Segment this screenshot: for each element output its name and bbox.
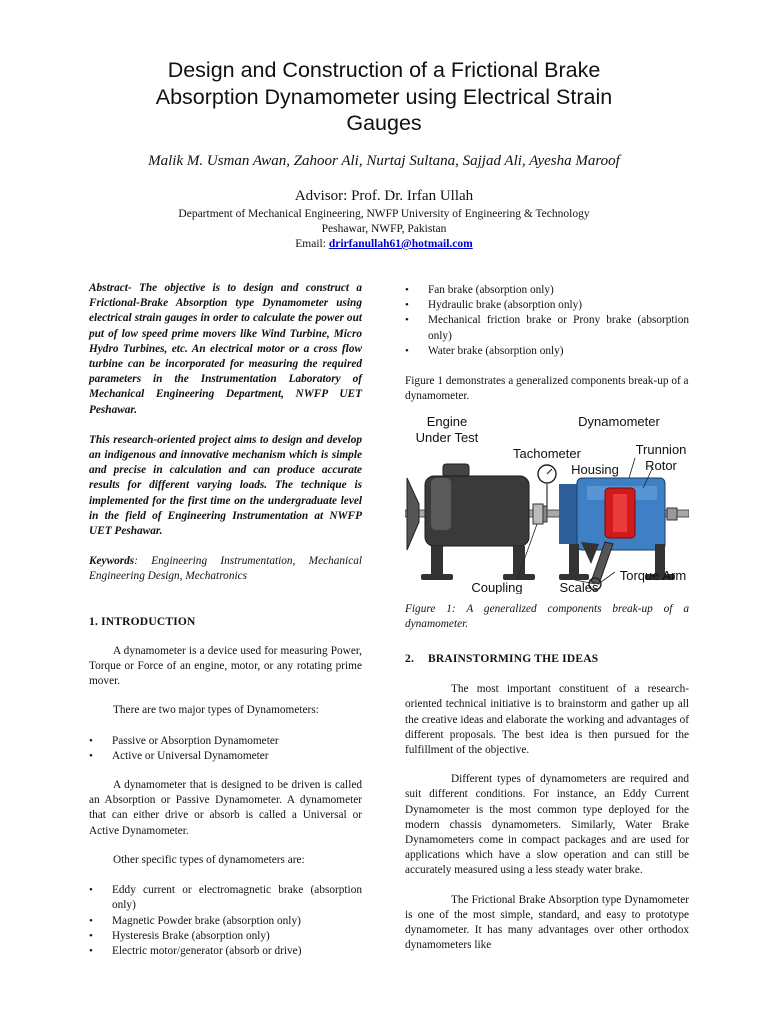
title-line: Design and Construction of a Frictional Brake	[167, 58, 601, 82]
left-column	[89, 281, 362, 959]
label-dynamometer: Dynamometer	[578, 414, 660, 430]
section-2-heading	[405, 652, 689, 667]
more-types-list	[405, 283, 689, 359]
keywords-text: : Engineering Instrumentation, Mechanical Engineering Design, Mechatronics	[89, 555, 362, 583]
brainstorm-paragraph-2: Different types of dynamometers are required and suit different conditions. For instance, an Eddy Current Dynamometer is the most common type deployed for the modern chassis dynamometers. Similarly, Water Brake Dynamometers come in compact packages and are used for applications which have a slow operation and can still be accurately measured using a less steady water brake.	[405, 773, 689, 877]
abstract-paragraph-2: This research-oriented project aims to design and develop an indigenous and innovative mechanism which is simple and precise in calculation and can produce accurate results for different varying loads. The technique is implemented for the first time on the undergraduate level in the field of Engineering Instrumentation at NWFP UET Peshawar.	[89, 433, 362, 538]
abstract	[89, 281, 362, 418]
email-link[interactable]: drirfanullah61@hotmail.com	[328, 238, 473, 250]
brainstorm-paragraph-3: The Frictional Brake Absorption type Dynamometer is one of the most simple, standard, and easy to prototype dynamometer. It has many advantages over other orthodox dynamometers like	[405, 893, 689, 952]
authors: Malik M. Usman Awan, Zahoor Ali, Nurtaj Sultana, Sajjad Ali, Ayesha Maroof	[148, 153, 620, 169]
section-title: INTRODUCTION	[101, 615, 196, 628]
label-engine: Engine	[426, 414, 468, 430]
list-item: • Hysteresis Brake (absorption only)	[89, 929, 362, 944]
specific-types-list	[89, 883, 362, 959]
list-item: • Magnetic Powder brake (absorption only)	[89, 914, 362, 929]
list-item: • Eddy current or electromagnetic brake (absorption only)	[89, 883, 362, 913]
dynamometer-types-list	[89, 734, 362, 764]
intro-paragraph-2: There are two major types of Dynamometers:	[113, 704, 319, 717]
brainstorm-paragraph-1: The most important constituent of a research-oriented technical initiative is to brainstorm and gather up all the creative ideas and elaborate the working and advantages of different proposals. The best idea is then pursued for the fulfillment of the objective.	[405, 683, 689, 757]
list-item: • Electric motor/generator (absorb or drive)	[89, 944, 362, 959]
list-item: • Passive or Absorption Dynamometer	[89, 734, 362, 749]
affiliation-line: Department of Mechanical Engineering, NWFP University of Engineering & Technology	[178, 208, 590, 220]
figure-caption: Figure 1: A generalized components break-up of a dynamometer.	[405, 602, 689, 630]
intro-paragraph-3: A dynamometer that is designed to be driven is called an Absorption or Passive Dynamometer. A dynamometer that can either drive or absorb is called a Universal or Active Dynamometer.	[89, 779, 362, 837]
email-label: Email:	[295, 238, 329, 250]
email-line	[40, 237, 728, 252]
label-coupling: Coupling	[471, 580, 523, 595]
figure-intro: Figure 1 demonstrates a generalized components break-up of a dynamometer.	[405, 375, 689, 403]
section-1-heading	[89, 615, 362, 630]
label-tachometer: Tachometer	[513, 446, 581, 462]
coupling	[533, 504, 547, 524]
dynamometer-diagram	[405, 412, 689, 594]
abstract-text: - The objective is to design and construct a Frictional-Brake Absorption type Dynamometer using electrical strain gauges in order to calculate the power out put of low speed prime movers like Wind Turbine, Micro Hydro Turbines, etc. An electrical motor or a cross flow turbine can be incorporated for measuring the required parameters in the Instrumentation Laboratory of Mechanical Engineering Department, NWFP UET Peshawar.	[89, 282, 362, 416]
label-torque-arm: Torque Arm	[619, 568, 687, 584]
list-item: • Hydraulic brake (absorption only)	[405, 298, 689, 313]
rotor	[605, 488, 635, 538]
list-item: • Active or Universal Dynamometer	[89, 749, 362, 764]
intro-paragraph-1: A dynamometer is a device used for measuring Power, Torque or Force of an engine, motor, or any rotating prime mover.	[89, 644, 362, 688]
advisor: Advisor: Prof. Dr. Irfan Ullah	[294, 188, 474, 204]
list-item: • Mechanical friction brake or Prony brake (absorption only)	[405, 313, 689, 343]
section-number: 1.	[89, 615, 99, 628]
list-item: • Water brake (absorption only)	[405, 344, 689, 359]
affiliation	[40, 207, 728, 252]
label-scales: Scales	[559, 580, 599, 595]
affiliation-line: Peshawar, NWFP, Pakistan	[321, 223, 447, 235]
paper-title	[60, 57, 708, 137]
abstract-label: Abstract	[89, 282, 128, 294]
engine	[421, 464, 535, 580]
title-line: Gauges	[346, 111, 422, 135]
keywords-label: Keywords	[89, 555, 135, 568]
label-trunnion: Trunnion	[635, 442, 687, 458]
section-number: 2.	[405, 653, 415, 666]
section-title: BRAINSTORMING THE IDEAS	[428, 653, 599, 666]
title-line: Absorption Dynamometer using Electrical Strain	[155, 84, 613, 109]
fan-icon	[407, 478, 419, 550]
keywords	[89, 554, 362, 584]
intro-paragraph-4: Other specific types of dynamometers are:	[113, 853, 305, 866]
list-item: • Fan brake (absorption only)	[405, 283, 689, 298]
label-under-test: Under Test	[415, 430, 479, 446]
right-column	[405, 283, 689, 953]
tachometer-icon	[538, 465, 556, 508]
label-housing: Housing	[571, 462, 619, 478]
label-rotor: Rotor	[645, 458, 677, 474]
